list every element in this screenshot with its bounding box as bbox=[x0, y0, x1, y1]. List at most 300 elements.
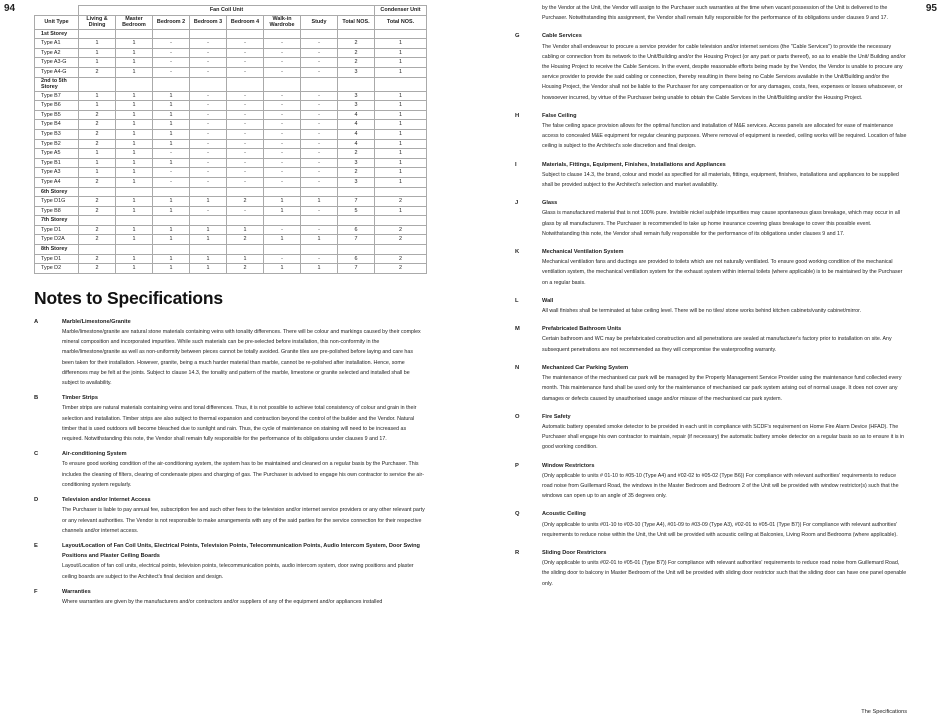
notes-left-list bbox=[34, 317, 426, 607]
note-title: Window Restrictors bbox=[542, 462, 595, 469]
table-cell: 1 bbox=[79, 39, 116, 49]
note-item bbox=[34, 393, 426, 444]
column-header: Unit Type bbox=[35, 15, 79, 29]
table-cell: 2 bbox=[79, 177, 116, 187]
note-item bbox=[515, 31, 908, 102]
table-cell: 1 bbox=[79, 48, 116, 58]
unit-type-cell: Type A3 bbox=[35, 168, 79, 178]
table-cell: - bbox=[301, 149, 338, 159]
table-row bbox=[35, 149, 427, 159]
table-cell: 2 bbox=[79, 264, 116, 274]
note-text: Automatic battery operated smoke detector to be provided in each unit in compliance with SCDF's requirement on Home Fire Alarm Device (HFAD). The Purchaser shall engage his own contractor to maintain, repair (if necessary) the automatic battery smoke detector on a regular basis so as to ensure it is in good working condition. bbox=[542, 423, 905, 451]
table-cell: 1 bbox=[264, 264, 301, 274]
table-cell: 2 bbox=[375, 254, 427, 264]
table-section-row bbox=[35, 77, 427, 91]
table-cell: 7 bbox=[338, 235, 375, 245]
unit-type-cell: Type B4 bbox=[35, 120, 79, 130]
note-text: (Only applicable to units #01-10 to #03-10 (Type A4), #01-09 to #03-09 (Type A3), #02-01 to #05-01 (Type B7)) For compliance with relevant authorities' requirements to reduce noise within the Unit, the Unit will be provided with acoustic ceiling at Balconies, Living Room and Bedrooms (where applicable). bbox=[542, 521, 898, 538]
table-cell: 2 bbox=[375, 197, 427, 207]
table-cell: 1 bbox=[116, 101, 153, 111]
unit-type-cell: Type B8 bbox=[35, 206, 79, 216]
table-cell: - bbox=[190, 149, 227, 159]
note-title: Timber Strips bbox=[62, 395, 98, 402]
note-letter: C bbox=[34, 451, 39, 458]
note-letter: I bbox=[515, 161, 517, 168]
table-cell: - bbox=[264, 48, 301, 58]
column-header: Master Bedroom bbox=[116, 15, 153, 29]
table-cell: - bbox=[190, 129, 227, 139]
table-cell: - bbox=[264, 254, 301, 264]
table-cell: 1 bbox=[375, 168, 427, 178]
note-letter: P bbox=[515, 462, 519, 469]
note-item bbox=[515, 324, 908, 355]
table-cell: - bbox=[227, 91, 264, 101]
table-cell: 1 bbox=[190, 235, 227, 245]
table-row bbox=[35, 39, 427, 49]
table-cell: 1 bbox=[190, 254, 227, 264]
unit-type-cell: Type D2 bbox=[35, 264, 79, 274]
table-cell: - bbox=[264, 139, 301, 149]
table-cell: 2 bbox=[79, 67, 116, 77]
table-row bbox=[35, 110, 427, 120]
table-cell: - bbox=[301, 177, 338, 187]
table-row bbox=[35, 58, 427, 68]
table-cell: - bbox=[227, 58, 264, 68]
column-header: Living & Dining bbox=[79, 15, 116, 29]
unit-type-cell: Type A3-G bbox=[35, 58, 79, 68]
table-cell: 2 bbox=[79, 206, 116, 216]
table-cell: 1 bbox=[116, 110, 153, 120]
table-cell: 2 bbox=[227, 235, 264, 245]
table-cell: 1 bbox=[153, 235, 190, 245]
unit-type-cell: Type A1 bbox=[35, 39, 79, 49]
note-text: To ensure good working condition of the air-conditioning system, the system has to be maintained and cleaned on a regular basis by the Purchaser. This includes the cleaning of filters, clearing of condensate pipes and charging of gas. The Purchaser is advised to engage his own contractor to service the air-conditioning system regularly. bbox=[62, 461, 425, 488]
note-item bbox=[515, 509, 908, 540]
table-row bbox=[35, 67, 427, 77]
unit-type-cell: Type A4-G bbox=[35, 67, 79, 77]
note-item bbox=[515, 412, 908, 453]
table-row bbox=[35, 91, 427, 101]
note-letter: M bbox=[515, 326, 520, 333]
table-cell: - bbox=[227, 158, 264, 168]
table-cell: - bbox=[301, 225, 338, 235]
table-cell: 1 bbox=[301, 264, 338, 274]
note-title: Wall bbox=[542, 297, 554, 304]
table-cell: 3 bbox=[338, 101, 375, 111]
table-cell: 1 bbox=[153, 120, 190, 130]
unit-type-cell: Type A5 bbox=[35, 149, 79, 159]
note-letter: D bbox=[34, 497, 39, 504]
table-body bbox=[35, 29, 427, 273]
table-cell: 1 bbox=[116, 206, 153, 216]
note-text: Where warranties are given by the manufacturers and/or contractors and/or suppliers of any of the equipment and/or appliances installed bbox=[62, 598, 383, 605]
column-header: Bedroom 2 bbox=[153, 15, 190, 29]
table-cell: 1 bbox=[190, 225, 227, 235]
table-cell: 2 bbox=[79, 129, 116, 139]
section-label: 7th Storey bbox=[35, 216, 79, 226]
table-cell: - bbox=[153, 58, 190, 68]
table-cell: - bbox=[227, 129, 264, 139]
note-text: (Only applicable to units # 01-10 to #05-10 (Type A4) and #02-02 to #05-02 (Type B6)) For compliance with relevant authorities' requirements to reduce road noise from Guillemard Road, the windows in the Master Bedroom and Bedroom 2 of the Unit will be provided with window restrictor(s) such that the windows can open up to an angle of 35 degrees only. bbox=[542, 472, 899, 500]
table-cell: 7 bbox=[338, 197, 375, 207]
unit-type-cell: Type D1G bbox=[35, 197, 79, 207]
note-item bbox=[515, 247, 908, 288]
table-cell: 1 bbox=[116, 158, 153, 168]
table-cell: 1 bbox=[264, 206, 301, 216]
table-cell: 1 bbox=[375, 67, 427, 77]
table-cell: 1 bbox=[375, 58, 427, 68]
table-cell: 2 bbox=[79, 254, 116, 264]
table-row bbox=[35, 101, 427, 111]
table-cell: 2 bbox=[79, 225, 116, 235]
table-cell: - bbox=[301, 254, 338, 264]
section-label: 2nd to 5th Storey bbox=[35, 77, 79, 91]
table-cell: 1 bbox=[153, 197, 190, 207]
table-cell: - bbox=[264, 67, 301, 77]
table-cell: - bbox=[227, 206, 264, 216]
table-cell: 2 bbox=[338, 48, 375, 58]
table-cell: 2 bbox=[79, 235, 116, 245]
note-letter: O bbox=[515, 413, 520, 420]
table-cell: 1 bbox=[375, 120, 427, 130]
unit-type-cell: Type B6 bbox=[35, 101, 79, 111]
table-row bbox=[35, 206, 427, 216]
note-title: Cable Services bbox=[542, 33, 582, 40]
note-item bbox=[515, 198, 908, 239]
condenser-group-header: Condenser Unit bbox=[375, 6, 427, 16]
table-cell: - bbox=[190, 120, 227, 130]
table-cell: 1 bbox=[153, 158, 190, 168]
table-cell: 4 bbox=[338, 120, 375, 130]
table-cell: 3 bbox=[338, 177, 375, 187]
table-cell: - bbox=[301, 120, 338, 130]
note-text: (Only applicable to units #02-01 to #05-01 (Type B7)) For compliance with relevant authorities' requirements to reduce road noise from Guillemard Road, the sliding door to balcony in Master Bedroom of the Unit will be provided with sliding door restrictor such that the sliding door can have one panel openable only. bbox=[542, 560, 907, 587]
page-number-right: 95 bbox=[925, 3, 937, 14]
table-row bbox=[35, 264, 427, 274]
table-cell: 2 bbox=[79, 110, 116, 120]
note-letter: R bbox=[515, 549, 520, 556]
table-cell: - bbox=[227, 101, 264, 111]
table-cell: - bbox=[264, 58, 301, 68]
note-item bbox=[515, 461, 908, 502]
note-title: Warranties bbox=[62, 588, 91, 595]
table-cell: - bbox=[301, 39, 338, 49]
table-cell: - bbox=[264, 168, 301, 178]
table-cell: 1 bbox=[116, 149, 153, 159]
note-title: Glass bbox=[542, 200, 558, 207]
table-cell: 1 bbox=[153, 139, 190, 149]
note-text: Subject to clause 14.3, the brand, colour and model as specified for all materials, fittings, equipment, finishes, installations and appliances to be supplied shall be provided subject to the Architect's selection and market availability. bbox=[542, 171, 899, 189]
table-cell: 1 bbox=[116, 129, 153, 139]
note-text: Glass is manufactured material that is not 100% pure. Invisible nickel sulphide impurities may cause spontaneous glass breakage, which may occur in all glass by all manufacturers. The Purchaser is recommended to take up home insurance covering glass breakage to cover this possible event. Notwithstanding this note, the Vendor shall remain fully responsible for the performance of its obligations under clauses 9 and 17. bbox=[542, 210, 901, 237]
table-cell: 2 bbox=[227, 264, 264, 274]
table-cell: 1 bbox=[375, 91, 427, 101]
note-title: False Ceiling bbox=[542, 112, 577, 119]
table-row bbox=[35, 129, 427, 139]
note-title: Layout/Location of Fan Coil Units, Electrical Points, Television Points, Telecommunication Points, Audio Intercom System, Door Swing Positions and Plaster Ceiling Boards bbox=[62, 542, 420, 560]
table-row bbox=[35, 177, 427, 187]
table-cell: - bbox=[227, 168, 264, 178]
table-cell: - bbox=[190, 91, 227, 101]
note-title: Sliding Door Restrictors bbox=[542, 549, 607, 556]
table-cell: 1 bbox=[375, 110, 427, 120]
table-cell: 1 bbox=[79, 168, 116, 178]
note-title: Fire Safety bbox=[542, 413, 571, 420]
table-cell: 2 bbox=[227, 197, 264, 207]
notes-title: Notes to Specifications bbox=[34, 287, 223, 308]
table-cell: 1 bbox=[190, 197, 227, 207]
note-letter: L bbox=[515, 297, 519, 304]
table-cell: 1 bbox=[116, 67, 153, 77]
table-cell: 2 bbox=[79, 120, 116, 130]
table-cell: - bbox=[227, 149, 264, 159]
table-cell: 1 bbox=[116, 120, 153, 130]
table-cell: 1 bbox=[116, 177, 153, 187]
table-cell: 1 bbox=[153, 254, 190, 264]
table-cell: - bbox=[264, 225, 301, 235]
table-cell: - bbox=[153, 48, 190, 58]
table-row bbox=[35, 254, 427, 264]
unit-type-cell: Type A2 bbox=[35, 48, 79, 58]
note-text: The Purchaser is liable to pay annual fee, subscription fee and such other fees to the television and/or internet service providers or any other relevant party or any relevant authorities. The Vendor is not responsible to make arrangements with any of the said parties for the service connection for their respective channels and/or internet access. bbox=[62, 507, 425, 534]
table-cell: 1 bbox=[116, 91, 153, 101]
note-item bbox=[34, 587, 426, 607]
note-text: The false ceiling space provision allows for the optimal function and installation of M&E services. Access panels are allocated for ease of maintenance access to concealed M&E equipment for regular cleaning purposes. Where removal of equipment is needed, ceiling works will be required. Location of false ceiling is subject to the Architect's sole discretion and final design. bbox=[542, 123, 907, 150]
left-column bbox=[34, 5, 426, 612]
table-cell: 1 bbox=[79, 91, 116, 101]
table-cell: - bbox=[227, 120, 264, 130]
column-header: Bedroom 3 bbox=[190, 15, 227, 29]
table-column-header-row bbox=[35, 15, 427, 29]
table-cell: 1 bbox=[116, 197, 153, 207]
note-letter: F bbox=[34, 588, 38, 595]
air-con-units-table bbox=[34, 5, 427, 274]
table-cell: 1 bbox=[153, 110, 190, 120]
note-item bbox=[515, 160, 908, 191]
note-text: Certain bathroom and WC may be prefabricated construction and all penetrations are sealed at manufacturer's factory prior to installation on site. Any subsequent penetrations are not recommended as they will compromise the waterproofing warranty. bbox=[542, 336, 892, 353]
note-text: Mechanical ventilation fans and ductings are provided to toilets which are not naturally ventilated. To ensure good working condition of the mechanical ventilation system, the mechanical ventilation system for the exhaust system within internal toilets (where applicable) is to be maintained by the Purchaser on a regular basis. bbox=[542, 259, 903, 286]
column-header: Total NOS. bbox=[338, 15, 375, 29]
table-cell: - bbox=[264, 149, 301, 159]
table-cell: - bbox=[264, 129, 301, 139]
table-cell: - bbox=[190, 177, 227, 187]
unit-type-cell: Type D2A bbox=[35, 235, 79, 245]
table-cell: 1 bbox=[375, 158, 427, 168]
table-cell: - bbox=[153, 177, 190, 187]
notes-right-list bbox=[515, 31, 908, 588]
table-cell: 1 bbox=[79, 149, 116, 159]
table-cell: 2 bbox=[79, 139, 116, 149]
table-row bbox=[35, 225, 427, 235]
table-cell: - bbox=[301, 129, 338, 139]
table-cell: - bbox=[264, 177, 301, 187]
section-label: 8th Storey bbox=[35, 245, 79, 255]
note-letter: G bbox=[515, 33, 520, 40]
table-cell: - bbox=[190, 58, 227, 68]
table-cell: - bbox=[301, 67, 338, 77]
note-item bbox=[515, 296, 908, 316]
table-cell: 1 bbox=[116, 48, 153, 58]
table-cell: 1 bbox=[375, 101, 427, 111]
note-text: Layout/Location of fan coil units, electrical points, television points, telecommunication points, audio intercom system, door swing positions and plaster ceiling boards are subject to the Architect's final decision and design. bbox=[62, 563, 414, 580]
note-title: Television and/or Internet Access bbox=[62, 497, 151, 504]
table-cell: 1 bbox=[375, 177, 427, 187]
table-cell: 1 bbox=[375, 48, 427, 58]
table-group-header-row bbox=[35, 6, 427, 16]
note-letter: A bbox=[34, 318, 39, 325]
table-cell: - bbox=[301, 158, 338, 168]
table-cell: - bbox=[190, 110, 227, 120]
note-letter: N bbox=[515, 364, 520, 371]
table-cell: 1 bbox=[79, 101, 116, 111]
table-cell: 1 bbox=[375, 206, 427, 216]
table-cell: - bbox=[264, 158, 301, 168]
table-cell: 1 bbox=[153, 129, 190, 139]
table-cell: - bbox=[153, 39, 190, 49]
table-cell: 1 bbox=[153, 206, 190, 216]
unit-type-cell: Type D1 bbox=[35, 254, 79, 264]
page-number-left: 94 bbox=[4, 3, 16, 14]
table-cell: 5 bbox=[338, 206, 375, 216]
table-cell: 2 bbox=[375, 264, 427, 274]
table-cell: 1 bbox=[264, 197, 301, 207]
unit-type-cell: Type B7 bbox=[35, 91, 79, 101]
table-row bbox=[35, 139, 427, 149]
table-cell: 2 bbox=[338, 58, 375, 68]
note-letter: Q bbox=[515, 511, 520, 518]
table-cell: 1 bbox=[301, 235, 338, 245]
table-row bbox=[35, 120, 427, 130]
table-row bbox=[35, 168, 427, 178]
note-title: Materials, Fittings, Equipment, Finishes, Installations and Appliances bbox=[542, 161, 726, 168]
table-cell: 1 bbox=[116, 39, 153, 49]
table-cell: - bbox=[153, 149, 190, 159]
note-text: The maintenance of the mechanised car park will be managed by the Property Management Service Provider using the maintenance fund collected every month. This maintenance fund shall be used only for the maintenance of mechanised car park system arising out of normal usage. It does not cover any damages or defects caused by unauthorised usage and/or misuse of the mechanised car park system. bbox=[542, 375, 902, 402]
footer-label: The Specifications bbox=[861, 709, 907, 715]
note-title: Mechanized Car Parking System bbox=[542, 364, 629, 371]
table-cell: 2 bbox=[338, 149, 375, 159]
table-cell: - bbox=[190, 139, 227, 149]
table-cell: 1 bbox=[153, 91, 190, 101]
column-header: Study bbox=[301, 15, 338, 29]
table-cell: - bbox=[153, 168, 190, 178]
table-cell: 1 bbox=[190, 264, 227, 274]
table-cell: 1 bbox=[227, 254, 264, 264]
table-cell: 1 bbox=[116, 58, 153, 68]
table-cell: 2 bbox=[338, 39, 375, 49]
table-cell: - bbox=[301, 101, 338, 111]
column-header: Total NOS. bbox=[375, 15, 427, 29]
table-cell: 4 bbox=[338, 110, 375, 120]
table-cell: 2 bbox=[375, 235, 427, 245]
table-cell: - bbox=[190, 67, 227, 77]
table-cell: 2 bbox=[338, 168, 375, 178]
table-cell: - bbox=[153, 67, 190, 77]
note-title: Air-conditioning System bbox=[62, 451, 127, 458]
table-cell: 6 bbox=[338, 254, 375, 264]
table-cell: - bbox=[190, 48, 227, 58]
table-cell: 1 bbox=[227, 225, 264, 235]
table-cell: - bbox=[190, 39, 227, 49]
table-cell: - bbox=[190, 168, 227, 178]
note-letter: B bbox=[34, 395, 39, 402]
right-column bbox=[515, 3, 908, 597]
table-cell: 1 bbox=[301, 197, 338, 207]
note-title: Marble/Limestone/Granite bbox=[62, 318, 131, 325]
table-section-row bbox=[35, 187, 427, 197]
fan-coil-group-header: Fan Coil Unit bbox=[79, 6, 375, 16]
table-cell: 1 bbox=[153, 264, 190, 274]
table-cell: 1 bbox=[375, 139, 427, 149]
table-cell: 1 bbox=[153, 101, 190, 111]
table-cell: - bbox=[227, 139, 264, 149]
table-cell: 1 bbox=[79, 58, 116, 68]
unit-type-cell: Type B2 bbox=[35, 139, 79, 149]
note-item bbox=[34, 541, 426, 582]
note-item bbox=[515, 548, 908, 589]
table-row bbox=[35, 158, 427, 168]
table-cell: 3 bbox=[338, 158, 375, 168]
table-section-row bbox=[35, 216, 427, 226]
table-cell: 1 bbox=[264, 235, 301, 245]
table-row bbox=[35, 235, 427, 245]
table-cell: - bbox=[227, 177, 264, 187]
table-cell: 7 bbox=[338, 264, 375, 274]
table-row bbox=[35, 48, 427, 58]
table-cell: - bbox=[264, 120, 301, 130]
table-cell: - bbox=[264, 101, 301, 111]
table-cell: 2 bbox=[79, 197, 116, 207]
table-cell: 1 bbox=[116, 225, 153, 235]
column-header: Bedroom 4 bbox=[227, 15, 264, 29]
section-label: 6th Storey bbox=[35, 187, 79, 197]
note-letter: K bbox=[515, 249, 520, 256]
note-text: The Vendor shall endeavour to procure a service provider for cable television and/or internet services (the "Cable Services") to provide the necessary cabling or connection from its network to the Unit/Building and/or the Housing Project (or any part or parts thereof), so as to enable the Unit/ Building and/or the Housing Project to receive the Cable Services. In the event, despite reasonable efforts being made by the Vendor, the Vendor is unable to procure any service provider to provide the said cabling or connection, thereby resulting in there being no Cable Services available in the Unit/Building and/or the Housing Project, the Vendor shall not be liable to the Purchaser for any compensation or for any damages, costs, fees, expenses or losses whatsoever, or howsoever incurred, by virtue of the Purchaser being unable to obtain the Cable Services in the Unit/Building and/or the Housing Project. bbox=[542, 43, 906, 101]
table-cell: 6 bbox=[338, 225, 375, 235]
table-cell: 1 bbox=[375, 149, 427, 159]
table-cell: 1 bbox=[116, 168, 153, 178]
table-cell: - bbox=[301, 139, 338, 149]
table-cell: - bbox=[301, 110, 338, 120]
warranties-continued: by the Vendor at the Unit, the Vendor will assign to the Purchaser such warranties at the time when vacant possession of the Unit is delivered to the Purchaser. Notwithstanding this assignment, the Vendor shall remain fully responsible for the performance of its obligations under clauses 9 and 17. bbox=[542, 5, 888, 22]
table-cell: 3 bbox=[338, 91, 375, 101]
table-cell: - bbox=[301, 91, 338, 101]
note-text: Timber strips are natural materials containing veins and tonal differences. Thus, it is not possible to achieve total consistency of colour and grain in their selection and installation. Timber strips are also subject to thermal expansion and contraction beyond the control of the builder and the Vendor. Natural timber that is used outdoors will become bleached due to sunlight and rain. Thus, the cycle of maintenance on staining will need to be increased as required. Notwithstanding this note, the Vendor shall remain fully responsible for the performance of its obligations under clauses 9 and 17. bbox=[62, 405, 417, 443]
table-cell: - bbox=[301, 206, 338, 216]
note-letter: E bbox=[34, 542, 38, 549]
table-cell: - bbox=[227, 39, 264, 49]
table-cell: 1 bbox=[79, 158, 116, 168]
table-section-row bbox=[35, 245, 427, 255]
table-cell: 1 bbox=[375, 129, 427, 139]
table-row bbox=[35, 197, 427, 207]
table-cell: - bbox=[264, 91, 301, 101]
note-item bbox=[515, 363, 908, 404]
table-cell: 1 bbox=[153, 225, 190, 235]
table-cell: 4 bbox=[338, 139, 375, 149]
table-cell: - bbox=[227, 110, 264, 120]
table-cell: - bbox=[190, 101, 227, 111]
unit-type-cell: Type A4 bbox=[35, 177, 79, 187]
column-header: Walk-in Wardrobe bbox=[264, 15, 301, 29]
table-cell: - bbox=[301, 168, 338, 178]
table-cell: - bbox=[190, 158, 227, 168]
table-cell: - bbox=[227, 67, 264, 77]
note-text: Marble/limestone/granite are natural stone materials containing veins with tonality differences. There will be colour and markings caused by their complex mineral composition and incorporated impurities. While such materials can be pre-selected before installation, this non-conformity in the marble/limestone/granite as well as non-uniformity between pieces cannot be totally avoided. Granite tiles are pre-polished before laying and care has been taken for their installation. However, granite, being a much harder material than marble, cannot be re-polished after installation. Hence, some differences may be felt at the joints. Subject to clause 14.3, the tonality and pattern of the marble, limestone or granite selected and installed shall be subject to availability. bbox=[62, 329, 421, 387]
table-cell: 4 bbox=[338, 129, 375, 139]
note-item bbox=[34, 317, 426, 388]
unit-type-cell: Type B3 bbox=[35, 129, 79, 139]
